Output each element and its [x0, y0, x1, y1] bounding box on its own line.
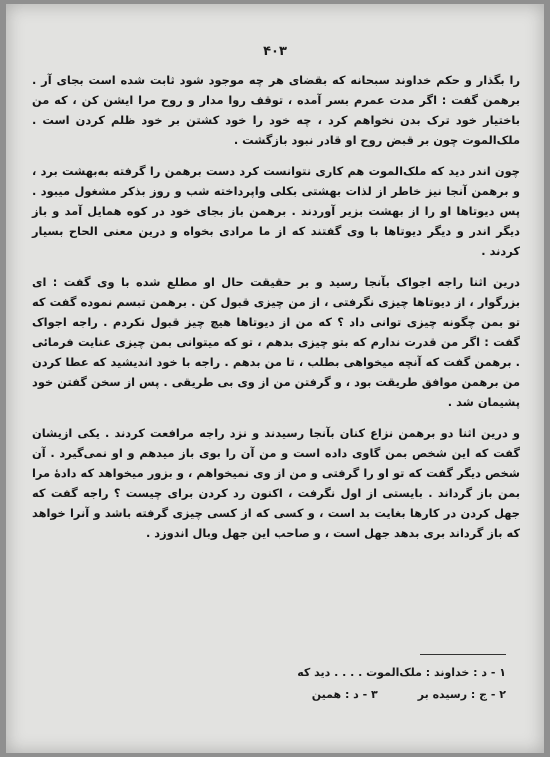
- book-page: [6, 4, 544, 753]
- main-text: [32, 70, 520, 552]
- footnote-divider: [420, 654, 506, 655]
- footnote-row-2: [76, 684, 506, 706]
- paragraph-1: را بگذار و حکم خداوند سبحانه که بقضای هر چه موجود شود ثابت شده است بجای آر . برهمن گفت : اگر مدت عمرم بسر آمده ، توقف روا مدار و روح مرا ایشن کن ، که من باختیار خود ترک بدن نخواهم کرد ، چه خود را خود کشتن بر خود ظلم کردن است . ملک‌الموت چون بر قبض روح او قادر نبود بازگشت .: [32, 73, 520, 147]
- paragraph-4: و درین اثنا دو برهمن نزاع کنان بآنجا رسیدند و نزد راجه مرافعت کردند . یکی ازیشان گفت که این شخص بمن گاوی داده است و من آن را بوی باز میدهم و او نمی‌گیرد . آن شخص دیگر گفت که تو او را گرفتی و من از وی نمیخواهم ، و بزور میخواهد که دادهٔ مرا بمن باز گرداند . بایستی از اول نگرفت ، اکنون رد کردن برای چیست ؟ راجه گفت که جهل کردن در کارها بغایت بد است ، و کسی که از کسی چیزی گرفته باشد و آنرا خواهد که باز گرداند بری بدهد جهل است ، و صاحب این جهل وبال اندوزد .: [32, 426, 520, 540]
- footnote-2: ۲ - ج : رسیده بر: [417, 688, 506, 701]
- page-number: ۴۰۳: [263, 44, 287, 59]
- paragraph-3: درین اثنا راجه اجواک بآنجا رسید و بر حقیقت حال او مطلع شده با وی گفت : ای بزرگوار ، از دیوتاها چیزی نگرفتی ، از من چیزی قبول کن . برهمن تبسم نموده گفت که تو بمن چگونه چیزی توانی داد ؟ که من از دیوتاها هیچ چیز قبول نکردم . راجه اجواک گفت : اگر من قدرت ندارم که بتو چیزی بدهم ، تو که میتوانی بمن چیزی عنایت فرمائی . برهمن گفت که آنچه میخواهی بطلب ، تا من بدهم . راجه با خود اندیشید که عطا کردن من برهمن موافق طریقت بود ، و گرفتن من از وی بی طریقی . پس از سخن گفتن خود پشیمان شد .: [32, 275, 520, 409]
- paragraph-2: چون اندر دید که ملک‌الموت هم کاری نتوانست کرد دست برهمن را گرفته به‌بهشت برد ، و برهمن آنجا نیز خاطر از لذات بهشتی بکلی واپرداخته شب و روز بذکر مشغول میبود . پس دیوتاها او را از بهشت بزیر آوردند . برهمن باز بجای خود در کوه همایل آمد و باز دیگر اندر و دیگر دیوتاها با وی گفتند که از ما مرادی بخواه و درین معنی الحاح بسیار کردند .: [32, 164, 520, 258]
- footnotes: [76, 662, 506, 706]
- footnote-1: ۱ - د : خداوند : ملک‌الموت . . . . دید که: [297, 666, 506, 679]
- footnote-3: ۳ - د : همین: [311, 688, 378, 701]
